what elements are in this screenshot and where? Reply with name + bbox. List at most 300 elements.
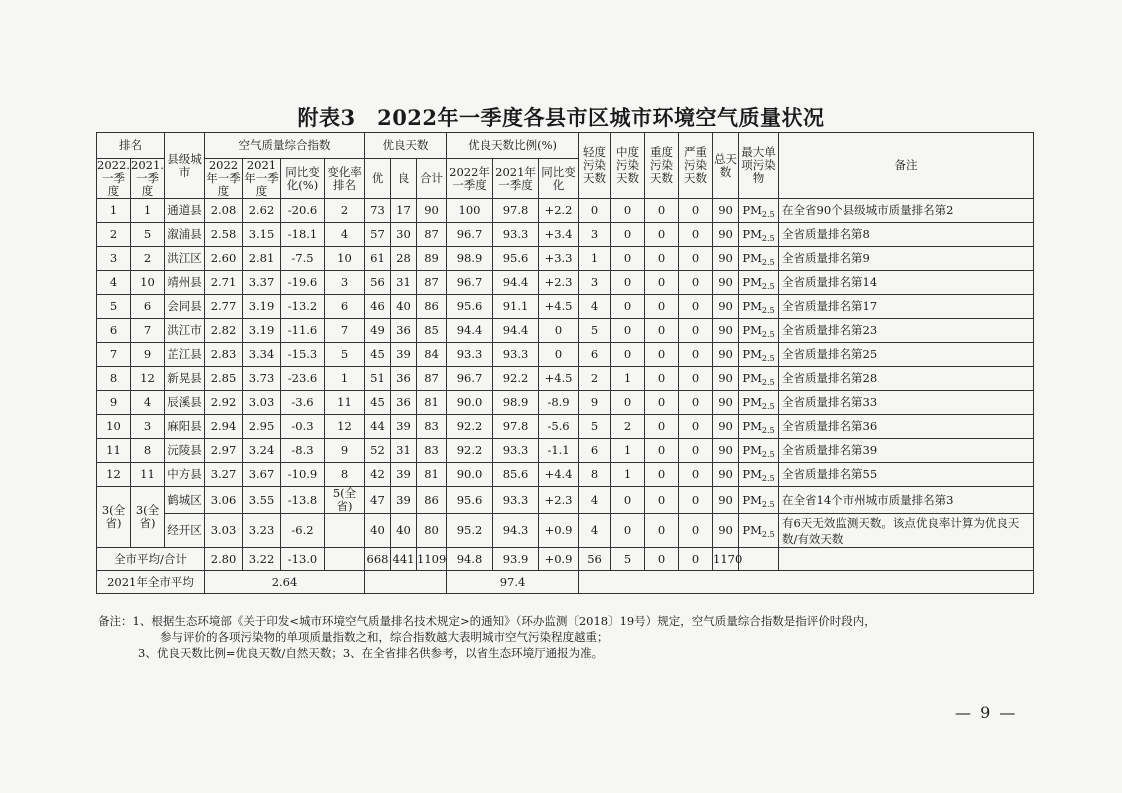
total-days-cell: 1170 [713,548,739,571]
pollutant-subscript: 2.5 [761,499,775,509]
table-row [97,247,1034,271]
aqi-2022-cell: 2.58 [205,223,243,247]
total-cell: 81 [417,391,447,415]
aqi-2022-cell: 2.71 [205,271,243,295]
aqi-rank-change-cell: 2 [325,199,365,223]
ratio-2021-cell: 94.4 [493,319,539,343]
table-row [97,415,1034,439]
pollutant-subscript: 2.5 [761,306,775,315]
aqi-rank-change-cell: 7 [325,319,365,343]
total-cell: 85 [417,319,447,343]
avg-2021-label: 2021年全市平均 [97,571,205,594]
good-cell: 441 [391,548,417,571]
good-cell: 39 [391,487,417,514]
aqi-2022-cell: 2.85 [205,367,243,391]
severe-cell: 0 [679,439,713,463]
excellent-cell: 40 [365,514,391,548]
aqi-rank-change-cell: 8 [325,463,365,487]
ratio-2022-cell: 95.2 [447,514,493,548]
table-row [97,391,1034,415]
rank-2021-cell: 11 [131,463,165,487]
rank-2021-cell: 1 [131,199,165,223]
ratio-yoy-cell: -5.6 [539,415,579,439]
pollutant-subscript: 2.5 [761,474,775,483]
avg-2021-empty [365,571,447,594]
aqi-rank-change-cell: 11 [325,391,365,415]
ratio-yoy-cell: +0.9 [539,514,579,548]
remarks-cell: 全省质量排名第55 [779,463,1034,487]
aqi-2021-cell: 3.22 [243,548,281,571]
heavy-cell: 0 [645,199,679,223]
aqi-2022-cell: 3.27 [205,463,243,487]
city-cell: 靖州县 [165,271,205,295]
city-cell: 中方县 [165,463,205,487]
heavy-cell: 0 [645,463,679,487]
rank-2022-cell: 8 [97,367,131,391]
total-cell: 87 [417,223,447,247]
table-row [97,295,1034,319]
moderate-cell: 2 [611,415,645,439]
ratio-2022-cell: 94.4 [447,319,493,343]
heavy-cell: 0 [645,343,679,367]
ratio-yoy-cell: +3.3 [539,247,579,271]
heavy-cell: 0 [645,271,679,295]
pollutant-cell [739,247,779,271]
footnote-line-2: 参与评价的各项污染物的单项质量指数之和，综合指数越大表明城市空气污染程度越重； [160,630,609,644]
header-rank-2021: 2021.一季度 [131,158,164,198]
ratio-2022-cell: 94.8 [447,548,493,571]
ratio-2021-cell: 93.3 [493,487,539,514]
heavy-cell: 0 [645,487,679,514]
total-days-cell: 90 [713,415,739,439]
city-average-label: 全市平均/合计 [97,548,205,571]
ratio-yoy-cell: +4.5 [539,295,579,319]
remarks-cell: 全省质量排名第14 [779,271,1034,295]
ratio-yoy-cell: +3.4 [539,223,579,247]
severe-cell: 0 [679,247,713,271]
remarks-cell: 全省质量排名第36 [779,415,1034,439]
excellent-cell: 51 [365,367,391,391]
aqi-2021-cell: 2.62 [243,199,281,223]
good-cell: 31 [391,271,417,295]
table-row [97,439,1034,463]
ratio-2021-cell: 91.1 [493,295,539,319]
table-row [97,463,1034,487]
pollutant-subscript: 2.5 [761,234,775,243]
ratio-2022-cell: 93.3 [447,343,493,367]
pollutant-name: PM [742,419,762,433]
ratio-2021-cell: 93.3 [493,343,539,367]
aqi-rank-change-cell: 9 [325,439,365,463]
ratio-yoy-cell: -1.1 [539,439,579,463]
header-rank: 排名 [97,133,165,159]
total-cell: 1109 [417,548,447,571]
good-cell: 36 [391,391,417,415]
good-cell: 39 [391,343,417,367]
remarks-cell: 全省质量排名第39 [779,439,1034,463]
light-cell: 4 [579,295,611,319]
rank-2021-cell: 6 [131,295,165,319]
excellent-cell: 45 [365,343,391,367]
excellent-cell: 47 [365,487,391,514]
header-aqi-2022: 2022年一季度 [206,158,241,198]
ratio-2022-cell: 95.6 [447,487,493,514]
total-days-cell: 90 [713,295,739,319]
table-row [97,319,1034,343]
aqi-yoy-cell: -10.9 [281,463,325,487]
aqi-rank-change-cell [325,548,365,571]
total-days-cell: 90 [713,487,739,514]
city-cell: 新晃县 [165,367,205,391]
rank-2022-cell: 4 [97,271,131,295]
aqi-yoy-cell: -7.5 [281,247,325,271]
pollutant-name: PM [742,523,762,537]
total-days-cell: 90 [713,199,739,223]
severe-cell: 0 [679,295,713,319]
light-cell: 0 [579,199,611,223]
pollutant-name: PM [742,299,762,313]
aqi-2021-cell: 3.15 [243,223,281,247]
severe-cell: 0 [679,548,713,571]
total-days-cell: 90 [713,223,739,247]
light-cell: 2 [579,367,611,391]
pollutant-name: PM [742,323,762,337]
aqi-2022-cell: 2.08 [205,199,243,223]
severe-cell: 0 [679,271,713,295]
moderate-cell: 0 [611,487,645,514]
city-cell: 会同县 [165,295,205,319]
total-cell: 83 [417,415,447,439]
aqi-2022-cell: 2.60 [205,247,243,271]
severe-cell: 0 [679,391,713,415]
severe-cell: 0 [679,223,713,247]
excellent-cell: 44 [365,415,391,439]
aqi-rank-change-cell: 6 [325,295,365,319]
aqi-2022-cell: 2.83 [205,343,243,367]
ratio-2021-cell: 97.8 [493,199,539,223]
aqi-rank-change-cell [325,514,365,548]
aqi-2022-cell: 2.94 [205,415,243,439]
aqi-yoy-cell: -3.6 [281,391,325,415]
header-aqi-rank-change: 变化率排名 [325,159,365,199]
aqi-2021-cell: 3.19 [243,295,281,319]
pollutant-subscript: 2.5 [761,450,775,459]
total-days-cell: 90 [713,271,739,295]
remarks-cell: 全省质量排名第8 [779,223,1034,247]
header-total: 合计 [417,159,447,199]
header-ratio-yoy: 同比变化 [539,159,579,199]
aqi-2021-cell: 3.24 [243,439,281,463]
moderate-cell: 0 [611,319,645,343]
heavy-cell: 0 [645,367,679,391]
good-cell: 36 [391,319,417,343]
moderate-cell: 0 [611,514,645,548]
light-cell: 6 [579,439,611,463]
ratio-yoy-cell: 0 [539,343,579,367]
pollutant-cell [739,415,779,439]
city-cell: 鹤城区 [165,487,205,514]
rank-2021-cell: 5 [131,223,165,247]
rank-2021-cell: 3 [131,415,165,439]
aqi-yoy-cell: -0.3 [281,415,325,439]
ratio-2022-cell: 90.0 [447,391,493,415]
footnote-line-1: 备注：1、根据生态环境部《关于印发<城市环境空气质量排名技术规定>的通知》（环办监测〔2018〕19号）规定，空气质量综合指数是指评价时段内， [98,614,876,628]
light-cell: 56 [579,548,611,571]
pollutant-subscript: 2.5 [761,426,775,435]
aqi-rank-change-cell: 3 [325,271,365,295]
total-cell: 87 [417,271,447,295]
aqi-rank-change-cell: 4 [325,223,365,247]
moderate-cell: 0 [611,247,645,271]
excellent-cell: 42 [365,463,391,487]
pollutant-cell [739,487,779,514]
severe-cell: 0 [679,487,713,514]
aqi-2021-cell: 3.37 [243,271,281,295]
page-number: — 9 — [955,703,1018,722]
light-cell: 3 [579,271,611,295]
ratio-yoy-cell: +4.4 [539,463,579,487]
header-moderate-pollution: 中度污染天数 [611,133,645,199]
ratio-yoy-cell: 0 [539,319,579,343]
aqi-2021-cell: 3.55 [243,487,281,514]
ratio-2022-cell: 95.6 [447,295,493,319]
header-heavy-pollution: 重度污染天数 [645,133,679,199]
header-ratio-2022: 2022年一季度 [447,159,493,199]
aqi-rank-change-cell: 5(全省) [325,487,365,514]
city-cell: 辰溪县 [165,391,205,415]
excellent-cell: 46 [365,295,391,319]
pollutant-cell [739,514,779,548]
light-cell: 1 [579,247,611,271]
heavy-cell: 0 [645,247,679,271]
severe-cell: 0 [679,463,713,487]
moderate-cell: 1 [611,367,645,391]
rank-2021-cell: 9 [131,343,165,367]
rank-2021-cell: 10 [131,271,165,295]
aqi-2022-cell: 2.82 [205,319,243,343]
table-row [97,271,1034,295]
ratio-yoy-cell: -8.9 [539,391,579,415]
air-quality-table [96,132,1034,594]
severe-cell: 0 [679,367,713,391]
ratio-2022-cell: 92.2 [447,439,493,463]
table-row [97,223,1034,247]
aqi-2021-cell: 2.81 [243,247,281,271]
rank-2022-merged: 3(全省) [97,487,131,548]
rank-2022-cell: 11 [97,439,131,463]
header-ratio-group: 优良天数比例(%) [447,133,579,159]
header-ratio-2021: 2021年一季度 [493,159,539,199]
remarks-cell: 全省质量排名第9 [779,247,1034,271]
avg-2021-rest [579,571,1034,594]
header-city: 县级城市 [165,133,205,199]
remarks-cell [779,548,1034,571]
pollutant-cell [739,367,779,391]
light-cell: 3 [579,223,611,247]
ratio-2022-cell: 92.2 [447,415,493,439]
pollutant-name: PM [742,395,762,409]
ratio-2022-cell: 96.7 [447,271,493,295]
heavy-cell: 0 [645,548,679,571]
aqi-yoy-cell: -15.3 [281,343,325,367]
pollutant-subscript: 2.5 [761,354,775,363]
pollutant-name: PM [742,443,762,457]
good-cell: 31 [391,439,417,463]
moderate-cell: 0 [611,343,645,367]
city-cell: 洪江区 [165,247,205,271]
rank-2022-cell: 6 [97,319,131,343]
heavy-cell: 0 [645,415,679,439]
ratio-2022-cell: 100 [447,199,493,223]
heavy-cell: 0 [645,223,679,247]
aqi-yoy-cell: -19.6 [281,271,325,295]
header-severe-pollution: 严重污染天数 [679,133,713,199]
total-cell: 81 [417,463,447,487]
ratio-2022-cell: 96.7 [447,367,493,391]
table-row-hecheng [97,487,1034,514]
moderate-cell: 5 [611,548,645,571]
aqi-2021-cell: 3.34 [243,343,281,367]
heavy-cell: 0 [645,295,679,319]
rank-2021-cell: 12 [131,367,165,391]
rank-2022-cell: 5 [97,295,131,319]
pollutant-subscript: 2.5 [761,378,775,387]
aqi-yoy-cell: -11.6 [281,319,325,343]
light-cell: 5 [579,319,611,343]
good-cell: 40 [391,514,417,548]
header-remarks: 备注 [779,133,1034,199]
ratio-yoy-cell: +2.3 [539,487,579,514]
total-days-cell: 90 [713,391,739,415]
table-row-jingkai [97,514,1034,548]
good-cell: 39 [391,415,417,439]
page-title: 附表3 2022年一季度各县市区城市环境空气质量状况 [297,105,825,130]
aqi-2021-cell: 3.23 [243,514,281,548]
pollutant-name: PM [742,203,762,217]
excellent-cell: 57 [365,223,391,247]
city-cell: 洪江市 [165,319,205,343]
remarks-cell: 全省质量排名第23 [779,319,1034,343]
heavy-cell: 0 [645,514,679,548]
ratio-yoy-cell: +4.5 [539,367,579,391]
pollutant-subscript: 2.5 [761,282,775,291]
ratio-yoy-cell: +0.9 [539,548,579,571]
ratio-2022-cell: 96.7 [447,223,493,247]
total-cell: 84 [417,343,447,367]
pollutant-subscript: 2.5 [761,330,775,339]
header-aqi-yoy: 同比变化(%) [281,159,325,199]
light-cell: 4 [579,487,611,514]
pollutant-name: PM [742,251,762,265]
avg-2021-ratio: 97.4 [447,571,579,594]
total-days-cell: 90 [713,439,739,463]
total-cell: 87 [417,367,447,391]
ratio-2021-cell: 98.9 [493,391,539,415]
moderate-cell: 0 [611,391,645,415]
aqi-rank-change-cell: 12 [325,415,365,439]
aqi-2021-cell: 3.19 [243,319,281,343]
table-row-city-average [97,548,1034,571]
pollutant-cell [739,223,779,247]
aqi-rank-change-cell: 10 [325,247,365,271]
severe-cell: 0 [679,343,713,367]
heavy-cell: 0 [645,439,679,463]
excellent-cell: 61 [365,247,391,271]
table-row [97,199,1034,223]
moderate-cell: 1 [611,463,645,487]
total-days-cell: 90 [713,463,739,487]
header-good-days-group: 优良天数 [365,133,447,159]
ratio-yoy-cell: +2.2 [539,199,579,223]
aqi-yoy-cell: -13.0 [281,548,325,571]
moderate-cell: 0 [611,271,645,295]
total-days-cell: 90 [713,319,739,343]
pollutant-cell [739,391,779,415]
pollutant-name: PM [742,371,762,385]
ratio-2021-cell: 94.3 [493,514,539,548]
good-cell: 40 [391,295,417,319]
severe-cell: 0 [679,514,713,548]
rank-2022-cell: 7 [97,343,131,367]
excellent-cell: 73 [365,199,391,223]
light-cell: 5 [579,415,611,439]
remarks-cell: 在全省14个市州城市质量排名第3 [779,487,1034,514]
excellent-cell: 52 [365,439,391,463]
pollutant-name: PM [742,275,762,289]
city-cell: 溆浦县 [165,223,205,247]
rank-2021-cell: 4 [131,391,165,415]
header-total-days: 总天数 [713,133,739,199]
aqi-2022-cell: 2.77 [205,295,243,319]
aqi-2021-cell: 3.73 [243,367,281,391]
excellent-cell: 45 [365,391,391,415]
header-aqi-2021: 2021年一季度 [244,158,279,198]
pollutant-name: PM [742,347,762,361]
ratio-2021-cell: 97.8 [493,415,539,439]
good-cell: 30 [391,223,417,247]
header-good: 良 [391,159,417,199]
header-max-pollutant: 最大单项污染物 [739,133,779,199]
aqi-2022-cell: 3.06 [205,487,243,514]
good-cell: 36 [391,367,417,391]
header-aqi-group: 空气质量综合指数 [205,133,365,159]
rank-2021-cell: 8 [131,439,165,463]
total-cell: 80 [417,514,447,548]
total-cell: 83 [417,439,447,463]
ratio-2022-cell: 98.9 [447,247,493,271]
rank-2022-cell: 1 [97,199,131,223]
aqi-yoy-cell: -13.8 [281,487,325,514]
header-light-pollution: 轻度污染天数 [579,133,611,199]
pollutant-subscript: 2.5 [761,258,775,267]
ratio-yoy-cell: +2.3 [539,271,579,295]
city-cell: 麻阳县 [165,415,205,439]
pollutant-cell [739,548,779,571]
pollutant-cell [739,271,779,295]
ratio-2021-cell: 93.3 [493,439,539,463]
pollutant-cell [739,463,779,487]
remarks-cell: 全省质量排名第33 [779,391,1034,415]
moderate-cell: 1 [611,439,645,463]
light-cell: 6 [579,343,611,367]
aqi-2021-cell: 3.67 [243,463,281,487]
aqi-2022-cell: 2.97 [205,439,243,463]
total-days-cell: 90 [713,343,739,367]
remarks-cell: 全省质量排名第17 [779,295,1034,319]
pollutant-cell [739,439,779,463]
table-row [97,343,1034,367]
city-cell: 沅陵县 [165,439,205,463]
